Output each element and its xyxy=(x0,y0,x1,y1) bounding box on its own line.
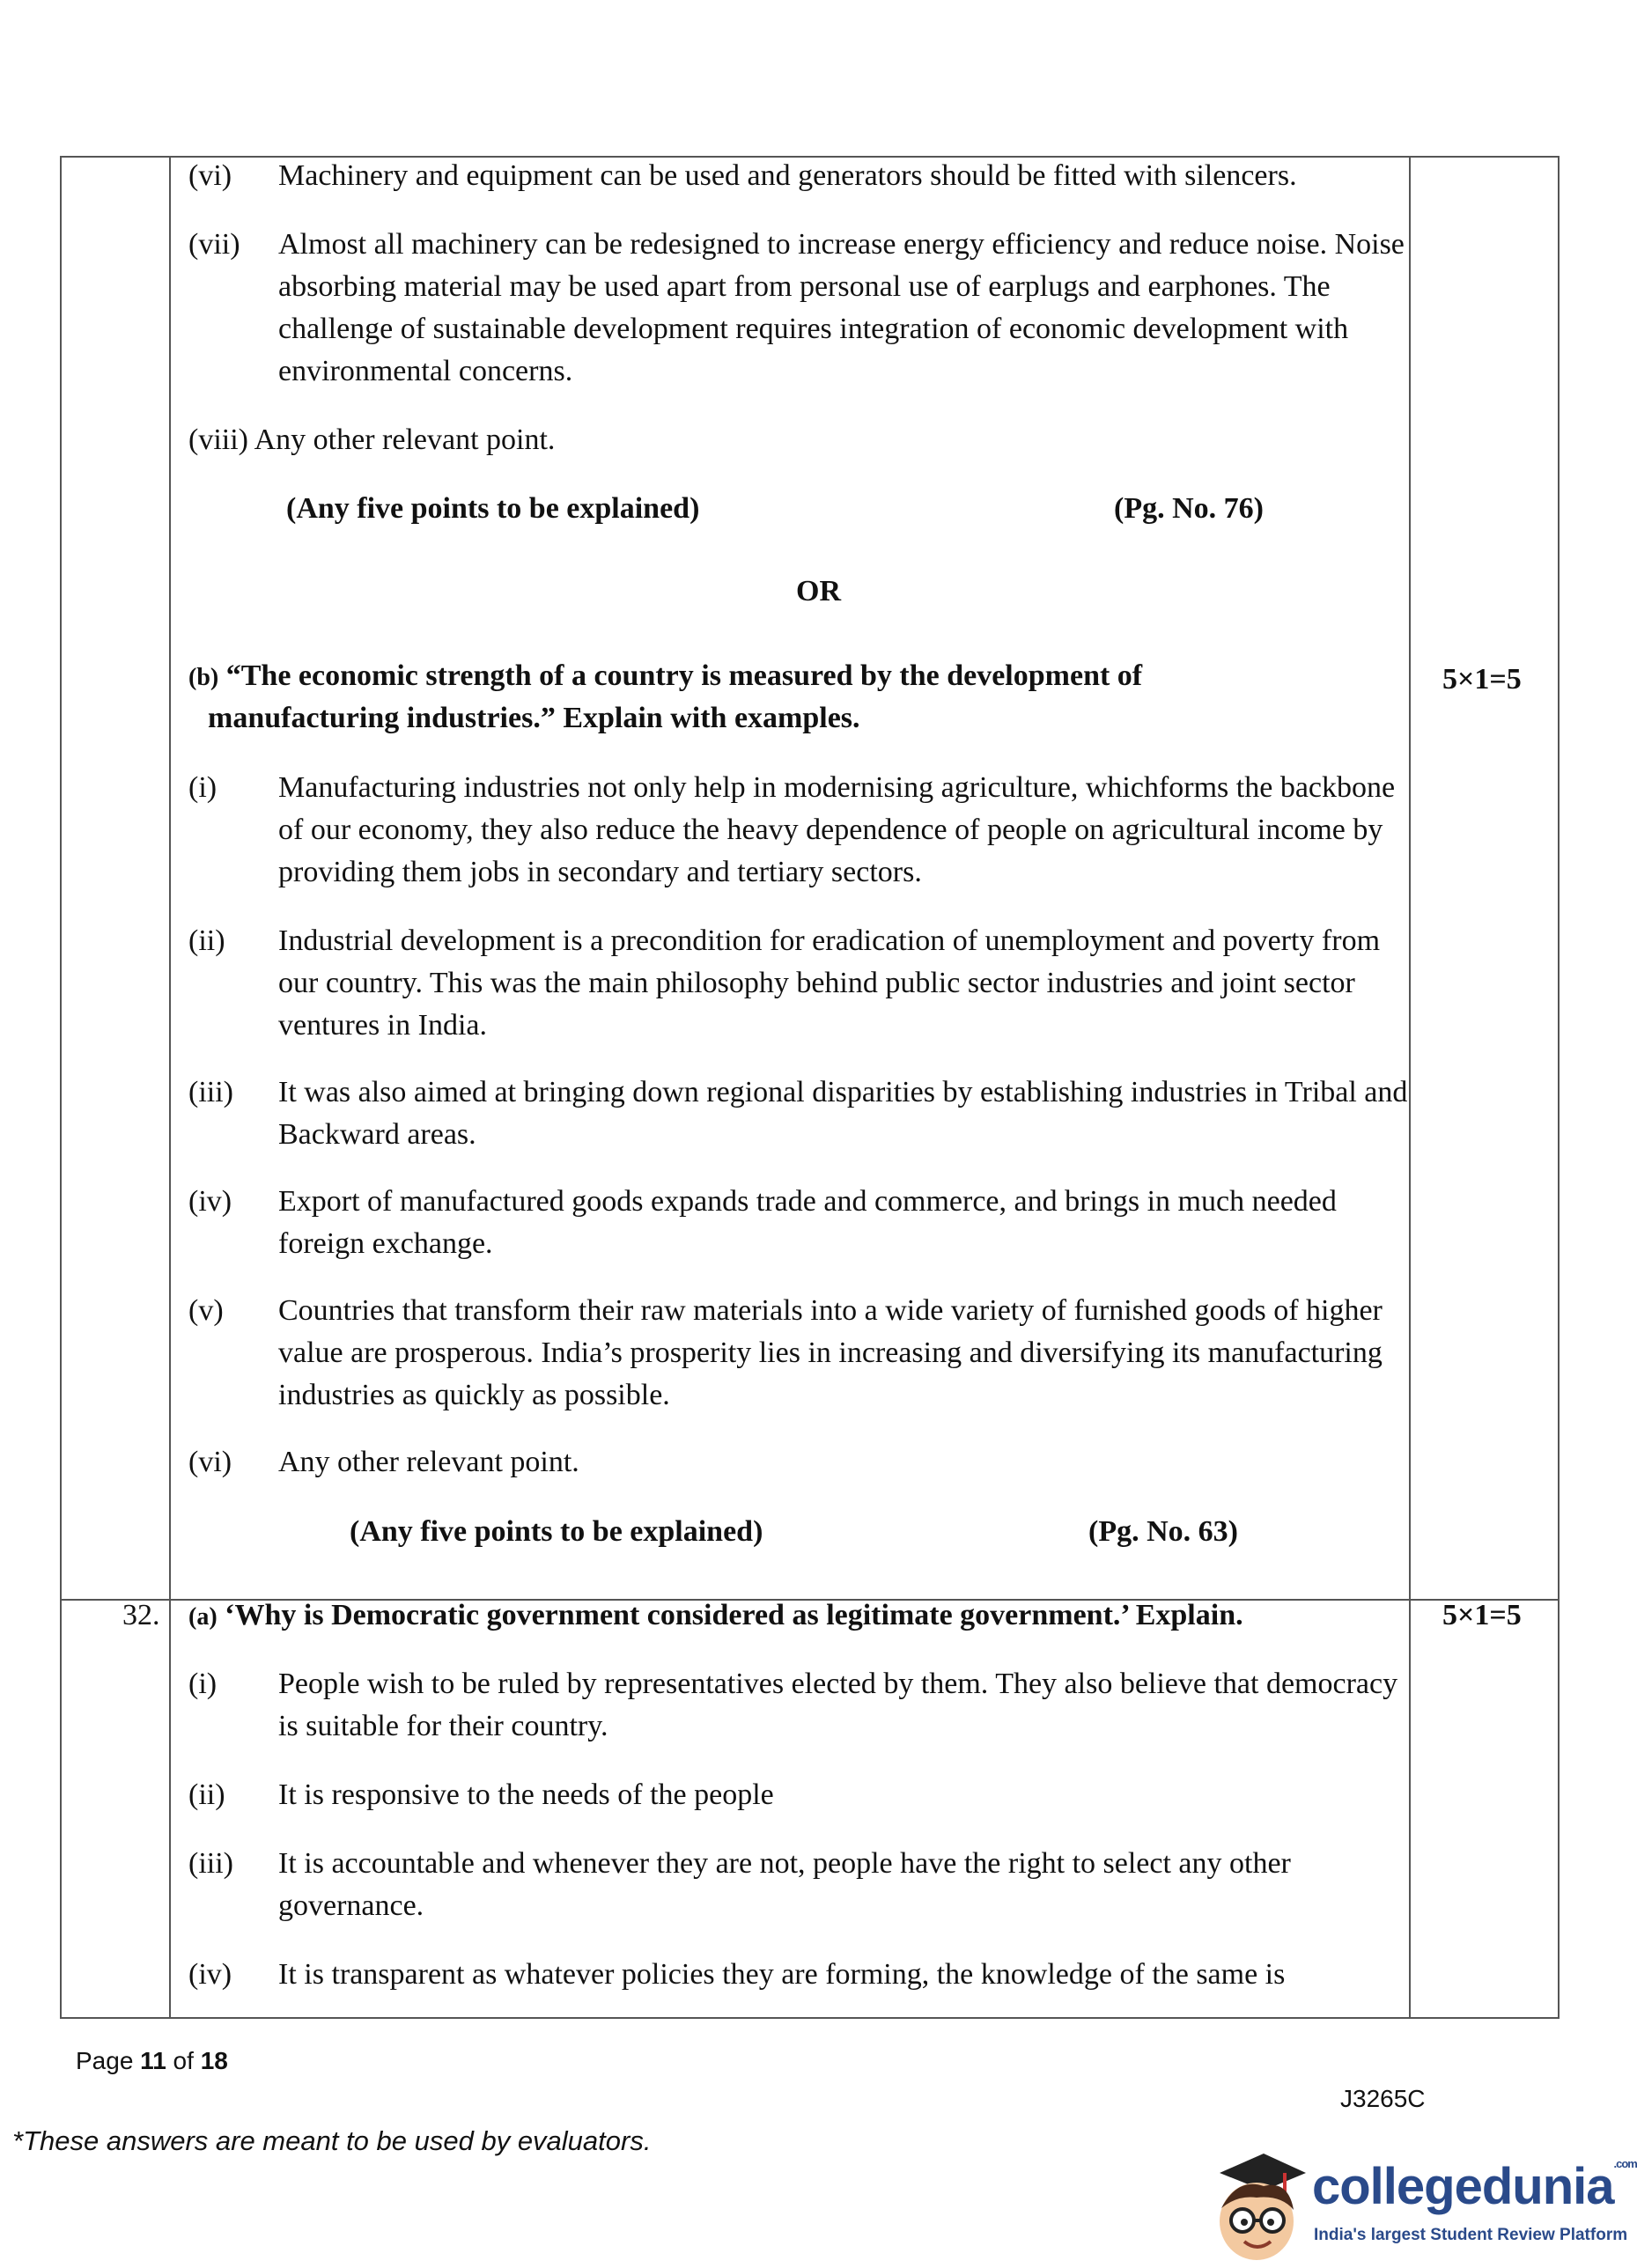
question-text-line2: manufacturing industries.” Explain with examples. xyxy=(208,702,860,734)
item-number: (vi) xyxy=(188,1446,232,1478)
item-number: (i) xyxy=(188,1668,218,1700)
item-text: It was also aimed at bringing down regional disparities by establishing industries in Tribal and Backward areas. xyxy=(278,1076,1408,1151)
item-number: (iv) xyxy=(188,1958,232,1991)
collegedunia-logo[interactable] xyxy=(1202,2146,1637,2268)
item-text: Export of manufactured goods expands trade and commerce, and brings in much needed foreign exchange. xyxy=(278,1185,1337,1260)
item-text: It is accountable and whenever they are not, people have the right to select any other governance. xyxy=(278,1847,1291,1922)
logo-tagline: India's largest Student Review Platform xyxy=(1314,2226,1628,2244)
item-number: (i) xyxy=(188,771,218,804)
item-text: It is responsive to the needs of the people xyxy=(278,1778,774,1811)
item-number: (iii) xyxy=(188,1076,233,1108)
marks-32: 5×1=5 xyxy=(1442,1599,1522,1631)
item-number: (iv) xyxy=(188,1185,232,1218)
points-instruction: (Any five points to be explained) xyxy=(286,492,700,525)
page-reference: (Pg. No. 76) xyxy=(1114,492,1264,525)
logo-wordmark: collegedunia xyxy=(1312,2158,1614,2215)
item-text: Any other relevant point. xyxy=(254,423,556,456)
question-32a xyxy=(188,1594,1243,1638)
item-number: (v) xyxy=(188,1294,224,1327)
item-number: (viii) xyxy=(188,423,248,456)
question-text-line1: “The economic strength of a country is measured by the development of xyxy=(225,659,1143,692)
or-separator: OR xyxy=(796,575,841,608)
item-text: Machinery and equipment can be used and generators should be fitted with silencers. xyxy=(278,159,1297,192)
item-text: Industrial development is a precondition for eradication of unemployment and poverty from our country. This was the main philosophy behind public sector industries and joint sector ventures in India. xyxy=(278,924,1381,1042)
item-text: It is transparent as whatever policies they are forming, the knowledge of the same is xyxy=(278,1958,1286,1991)
item-number: (ii) xyxy=(188,1778,225,1811)
column-divider xyxy=(169,158,171,2017)
logo-domain: .com xyxy=(1613,2157,1637,2170)
question-text: ‘Why is Democratic government considered as legitimate government.’ Explain. xyxy=(225,1599,1243,1631)
document-code: J3265C xyxy=(1340,2085,1426,2112)
marks-31b: 5×1=5 xyxy=(1442,663,1522,696)
question-number: 32. xyxy=(122,1599,160,1631)
item-number: (iii) xyxy=(188,1847,233,1880)
page-reference: (Pg. No. 63) xyxy=(1088,1515,1238,1548)
question-label: (a) xyxy=(188,1603,218,1631)
item-number: (vi) xyxy=(188,159,232,192)
question-label: (b) xyxy=(188,664,219,691)
question-31b xyxy=(188,655,1142,699)
item-text: Manufacturing industries not only help in modernising agriculture, whichforms the backbone of our economy, they also reduce the heavy dependence of people on agricultural income by providing them jobs in secondary and tertiary sectors. xyxy=(278,771,1396,888)
item-text: Any other relevant point. xyxy=(278,1446,579,1478)
item-number: (ii) xyxy=(188,924,225,957)
item-text: People wish to be ruled by representatives elected by them. They also believe that democracy is suitable for their country. xyxy=(278,1668,1398,1742)
evaluator-disclaimer: *These answers are meant to be used by evaluators. xyxy=(12,2125,652,2156)
item-text: Almost all machinery can be redesigned to increase energy efficiency and reduce noise. Noise absorbing material may be used apart from personal use of earplugs and earphones. The challenge of sustainable development requires integration of economic development with environmental concerns. xyxy=(278,228,1405,387)
item-number: (vii) xyxy=(188,228,240,261)
page-number: Page 11 of 18 xyxy=(76,2047,228,2074)
points-instruction: (Any five points to be explained) xyxy=(350,1515,763,1548)
item-text: Countries that transform their raw materials into a wide variety of furnished goods of higher value are prosperous. India’s prosperity lies in increasing and diversifying its manufacturing industries as quickly as possible. xyxy=(278,1294,1383,1411)
mascot-icon xyxy=(1202,2146,1312,2265)
